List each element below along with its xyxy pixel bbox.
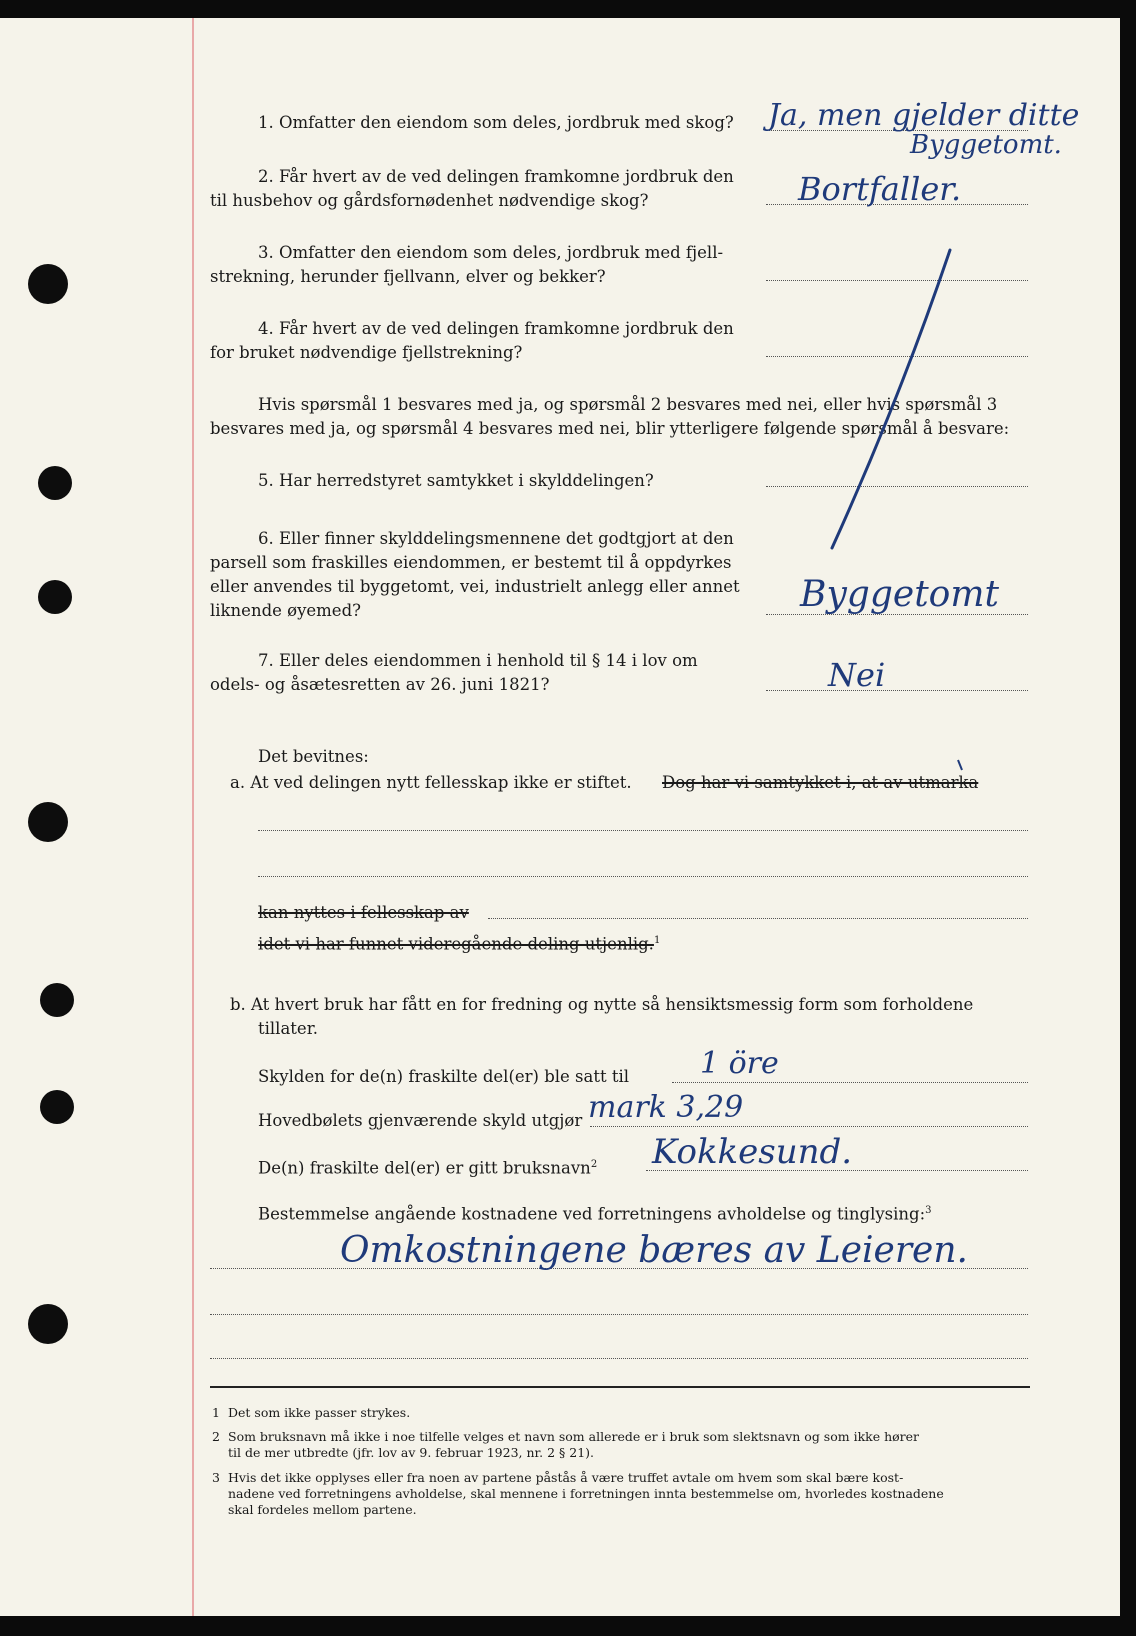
question-6-line-2: parsell som fraskilles eiendommen, er bestemt til å oppdyrkes — [210, 553, 732, 572]
footnote-1-mark: 1 — [212, 1405, 220, 1420]
footnote-ref-2: 2 — [590, 1159, 598, 1170]
answer-1-line-2: Byggetomt. — [910, 130, 1062, 160]
attest-heading: Det bevitnes: — [258, 747, 369, 766]
question-2-line-1: 2. Får hvert av de ved delingen framkomne jordbruk den — [258, 167, 734, 186]
attest-a-text: a. At ved delingen nytt fellesskap ikke er stiftet. — [230, 773, 632, 792]
bestem-label: Bestemmelse angående kostnadene ved forretningens avholdelse og tinglysing: — [258, 1204, 926, 1224]
attest-a-struck-3: idet vi har funnet videregående deling utjenlig. — [258, 934, 654, 954]
footnote-2-line-1: Som bruksnavn må ikke i noe tilfelle velges et navn som allerede er i bruk som slektsnavn og som ikke hører — [228, 1429, 920, 1444]
question-7-line-1: 7. Eller deles eiendommen i henhold til § 14 i lov om — [258, 651, 698, 670]
pen-tick-mark — [958, 760, 962, 770]
footnote-ref-1: 1 — [653, 935, 661, 946]
footnote-1: Det som ikke passer strykes. — [228, 1405, 411, 1420]
footnote-3-mark: 3 — [212, 1470, 220, 1485]
hoved-value: mark 3,29 — [588, 1090, 744, 1125]
question-4-line-1: 4. Får hvert av de ved delingen framkomne jordbruk den — [258, 319, 734, 338]
hoved-label: Hovedbølets gjenværende skyld utgjør — [258, 1111, 583, 1130]
footnote-3-line-3: skal fordeles mellom partene. — [228, 1502, 417, 1517]
form-page — [0, 18, 1120, 1616]
question-2-line-2: til husbehov og gårdsfornødenhet nødvendige skog? — [210, 191, 649, 210]
footnote-ref-3: 3 — [925, 1205, 932, 1216]
answer-2: Bortfaller. — [798, 170, 962, 208]
footnote-3-line-1: Hvis det ikke opplyses eller fra noen av partene påstås å være truffet avtale om hvem som skal bære kost- — [228, 1470, 904, 1485]
attest-a-struck: Dog har vi samtykket i, at av utmarka — [662, 773, 979, 792]
question-4-line-2: for bruket nødvendige fjellstrekning? — [210, 343, 523, 362]
footnote-3-line-2: nadene ved forretningens avholdelse, skal mennene i forretningen innta bestemmelse om, hvorledes kostnadene — [228, 1486, 944, 1501]
question-7-line-2: odels- og åsætesretten av 26. juni 1821? — [210, 675, 550, 694]
skyld-value: 1 öre — [700, 1046, 779, 1081]
attest-b-line-1: b. At hvert bruk har fått en for fredning og nytte så hensiktsmessig form som forholdene — [230, 995, 974, 1014]
bruksnavn-label: De(n) fraskilte del(er) er gitt bruksnavn — [258, 1158, 591, 1178]
answer-6: Byggetomt — [800, 574, 999, 615]
attest-a-struck-2: kan nyttes i fellesskap av — [258, 903, 469, 922]
question-6-line-3: eller anvendes til byggetomt, vei, industrielt anlegg eller annet — [210, 577, 740, 596]
answer-7: Nei — [828, 656, 886, 694]
footnote-2-mark: 2 — [212, 1429, 220, 1444]
question-5: 5. Har herredstyret samtykket i skylddelingen? — [258, 471, 654, 490]
pen-strokes — [0, 18, 1120, 1616]
bruksnavn-value: Kokkesund. — [652, 1132, 853, 1172]
condition-line-1: Hvis spørsmål 1 besvares med ja, og spørsmål 2 besvares med nei, eller hvis spørsmål 3 — [258, 395, 998, 414]
question-1: 1. Omfatter den eiendom som deles, jordbruk med skog? — [258, 113, 734, 132]
condition-line-2: besvares med ja, og spørsmål 4 besvares med nei, blir ytterligere følgende spørsmål å besvare: — [210, 419, 1010, 438]
question-6-line-1: 6. Eller finner skylddelingsmennene det godtgjort at den — [258, 529, 734, 548]
bestem-value: Omkostningene bæres av Leieren. — [340, 1230, 968, 1271]
question-3-line-1: 3. Omfatter den eiendom som deles, jordbruk med fjell- — [258, 243, 724, 262]
pen-slash-stroke — [832, 250, 950, 548]
question-3-line-2: strekning, herunder fjellvann, elver og bekker? — [210, 267, 606, 286]
attest-b-line-2: tillater. — [258, 1019, 319, 1038]
footnote-2-line-2: til de mer utbredte (jfr. lov av 9. februar 1923, nr. 2 § 21). — [228, 1445, 594, 1460]
answer-1-line-1: Ja, men gjelder ditte — [768, 98, 1080, 133]
question-6-line-4: liknende øyemed? — [210, 601, 361, 620]
skyld-label: Skylden for de(n) fraskilte del(er) ble satt til — [258, 1067, 630, 1086]
